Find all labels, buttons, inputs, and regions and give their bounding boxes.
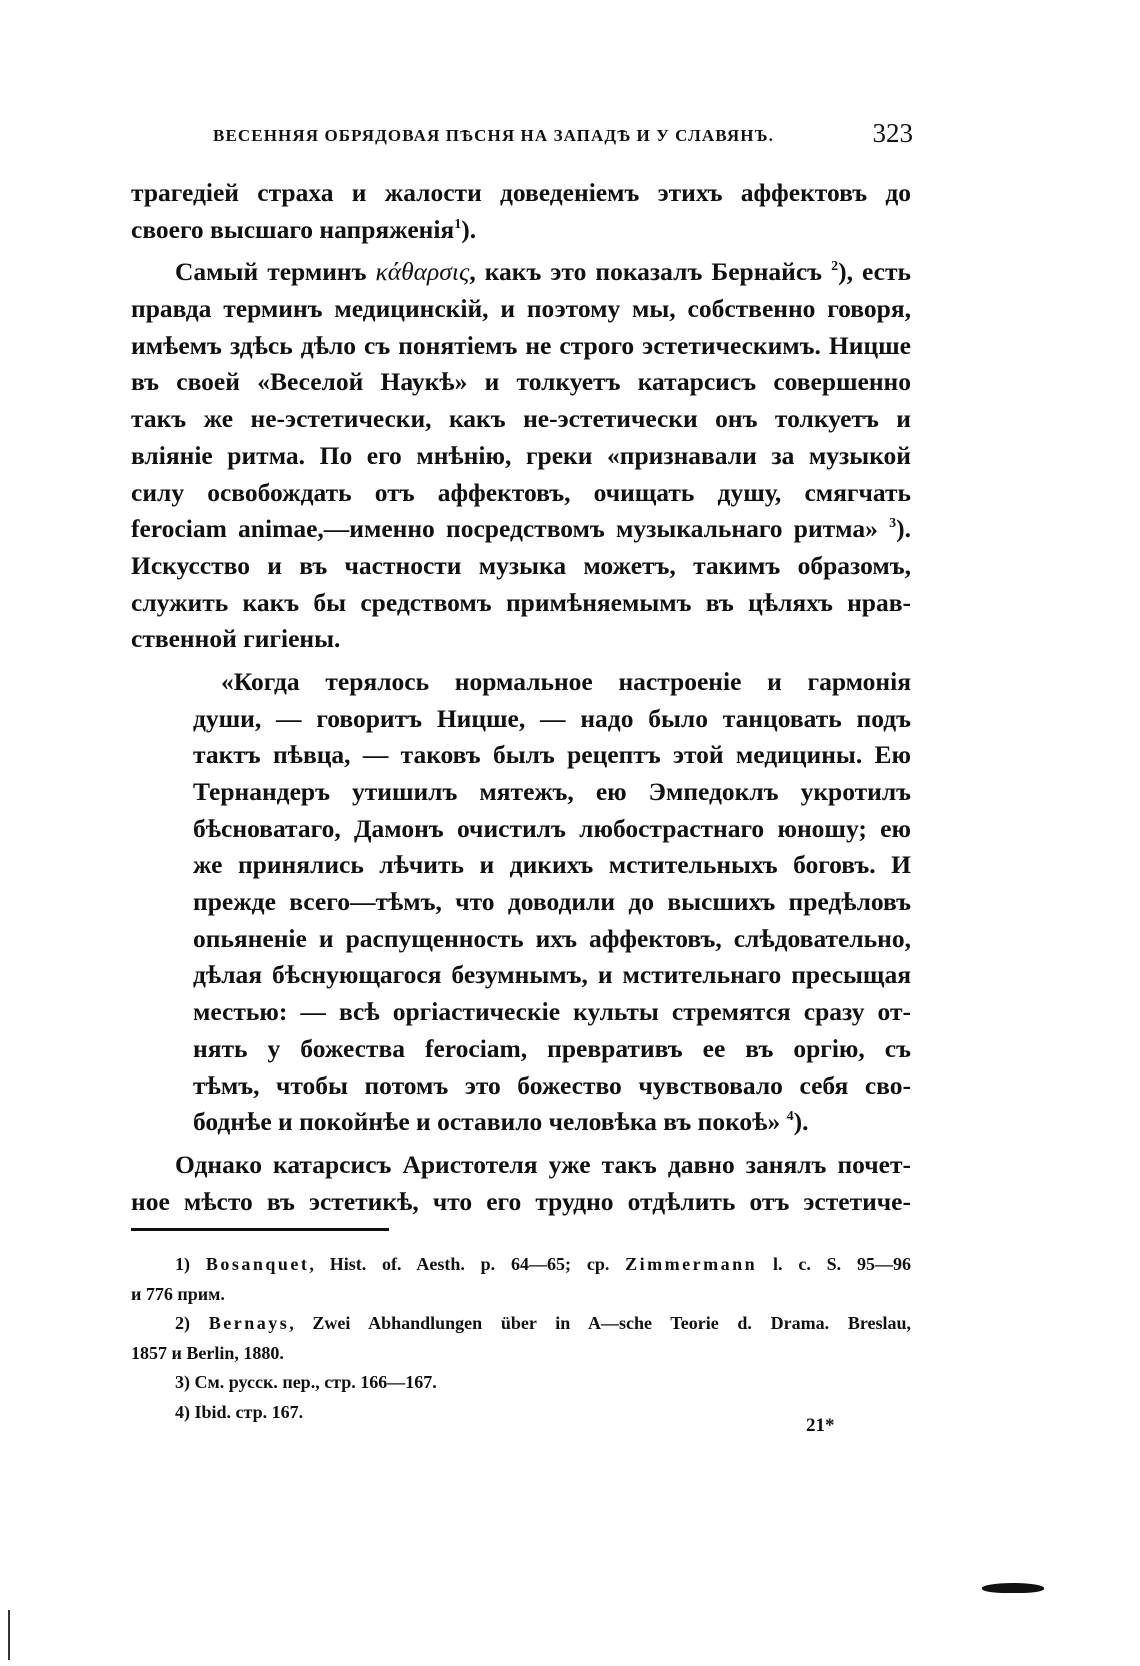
text-span: , Hist. of. Aesth. p. 64—65; ср. [309,1254,626,1274]
author-name: Bernays [208,1313,290,1334]
scan-edge-mark [8,1610,10,1660]
quote-line: «Когда терялось нормальное настроеніе и гармонія [221,666,911,696]
quote-line: души, — говоритъ Ницше, — надо было танцовать подъ [193,703,911,733]
text-line [131,511,911,548]
footnote-4: 4) Ibid. стр. 167. [175,1401,304,1422]
text-span: , какъ это показалъ Бернайсъ [469,257,823,287]
text-line: ственной гигіены. [131,624,341,654]
quote-line: прежде всего—тѣмъ, что доводили до высшихъ предѣловъ [193,887,911,917]
footnote-2 [131,1309,911,1339]
text-span: 2) [175,1313,209,1334]
text-line: ное мѣсто въ эстетикѣ, что его трудно отдѣлить отъ эстетиче- [131,1186,911,1216]
quote-line: опьяненіе и распущенность ихъ аффектовъ, слѣдовательно, [193,923,911,953]
text-span: ). [793,1107,809,1137]
author-name: Zimmermann [625,1254,758,1274]
text-span: l. c. S. 95—96 [757,1254,911,1274]
text-span: ferociam animae,—именно посредствомъ музыкальнаго ритма» [131,514,878,544]
text-line: правда терминъ медицинскій, и поэтому мы, собственно говоря, [131,294,911,324]
text-span: Самый терминъ [175,257,367,287]
text-span: , Zwei Abhandlungen über in A—sche Teorie d. Drama. Breslau, [289,1313,911,1334]
text-span: 1) [175,1254,206,1274]
running-head [213,118,913,158]
footnote-ref: 3 [889,516,897,532]
text-line: служить какъ бы средствомъ примѣняемымъ въ цѣляхъ нрав- [131,587,911,617]
footnote-3: 3) См. русск. пер., стр. 166—167. [175,1372,437,1393]
footnote-2-cont: 1857 и Berlin, 1880. [131,1342,284,1363]
quote-line: местью: — всѣ оргіастическіе культы стремятся сразу от- [193,997,911,1027]
text-span: своего высшаго напряженія [131,214,455,244]
running-title: ВЕСЕННЯЯ ОБРЯДОВАЯ ПѢСНЯ НА ЗАПАДѢ И У СЛАВЯНЪ. [213,126,774,145]
text-span: боднѣе и покойнѣе и оставило человѣка въ покоѣ» [193,1107,781,1137]
text-line: трагедіей страха и жалости доведеніемъ этихъ аффектовъ до [131,178,911,207]
quote-line: же принялись лѣчить и дикихъ мстительныхъ боговъ. И [193,850,911,880]
footnote-1 [131,1250,911,1280]
text-line: имѣемъ здѣсь дѣло съ понятіемъ не строго эстетическимъ. Ницше [131,330,911,360]
text-line: Искусство и въ частности музыка можетъ, такимъ образомъ, [131,550,911,580]
text-line: вліяніе ритма. По его мнѣнію, греки «признавали за музыкой [131,440,911,470]
quote-line: дѣлая бѣснующагося безумнымъ, и мстительнаго пресыщая [193,960,911,990]
footnotes [131,1250,911,1428]
greek-term: κάθαρσις [375,257,470,287]
text-line [131,254,911,291]
text-span: ). [461,214,477,244]
author-name: Bosanquet [205,1254,310,1274]
footnote-ref: 4 [786,1109,794,1125]
quote-line [193,1104,911,1141]
quote-line: Тернандеръ утишилъ мятежъ, ею Эмпедоклъ укротилъ [193,777,911,806]
footnote-1-cont: и 776 прим. [131,1283,225,1304]
quote-line: тактъ пѣвца, — таковъ былъ рецептъ этой медицины. Ею [193,740,911,770]
text-span: ). [896,514,911,544]
body-text [131,175,911,1220]
footnote-ref: 1 [454,216,462,232]
quote-line: нять у божества ferociam, превративъ ее въ оргію, съ [193,1033,911,1063]
text-line: такъ же не-эстетически, какъ не-эстетически онъ толкуетъ и [131,404,911,434]
quote-line: тѣмъ, чтобы потомъ это божество чувствовало себя сво- [193,1070,911,1100]
page-number: 323 [872,118,913,148]
text-span: ), есть [838,257,912,287]
quote-line: бѣсноватаго, Дамонъ очистилъ любострастнаго юношу; ею [193,813,911,843]
ink-smudge [982,1583,1044,1593]
text-line: Однако катарсисъ Аристотеля уже такъ давно занялъ почет- [175,1149,911,1179]
text-line: въ своей «Веселой Наукѣ» и толкуетъ катарсисъ совершенно [131,367,911,397]
block-quote [193,664,911,1141]
text-line: силу освобождать отъ аффектовъ, очищать душу, смягчать [131,477,911,507]
text-line [131,212,911,249]
footnote-ref: 2 [831,259,839,275]
footnote-rule [131,1228,389,1231]
signature-mark: 21* [806,1415,835,1436]
